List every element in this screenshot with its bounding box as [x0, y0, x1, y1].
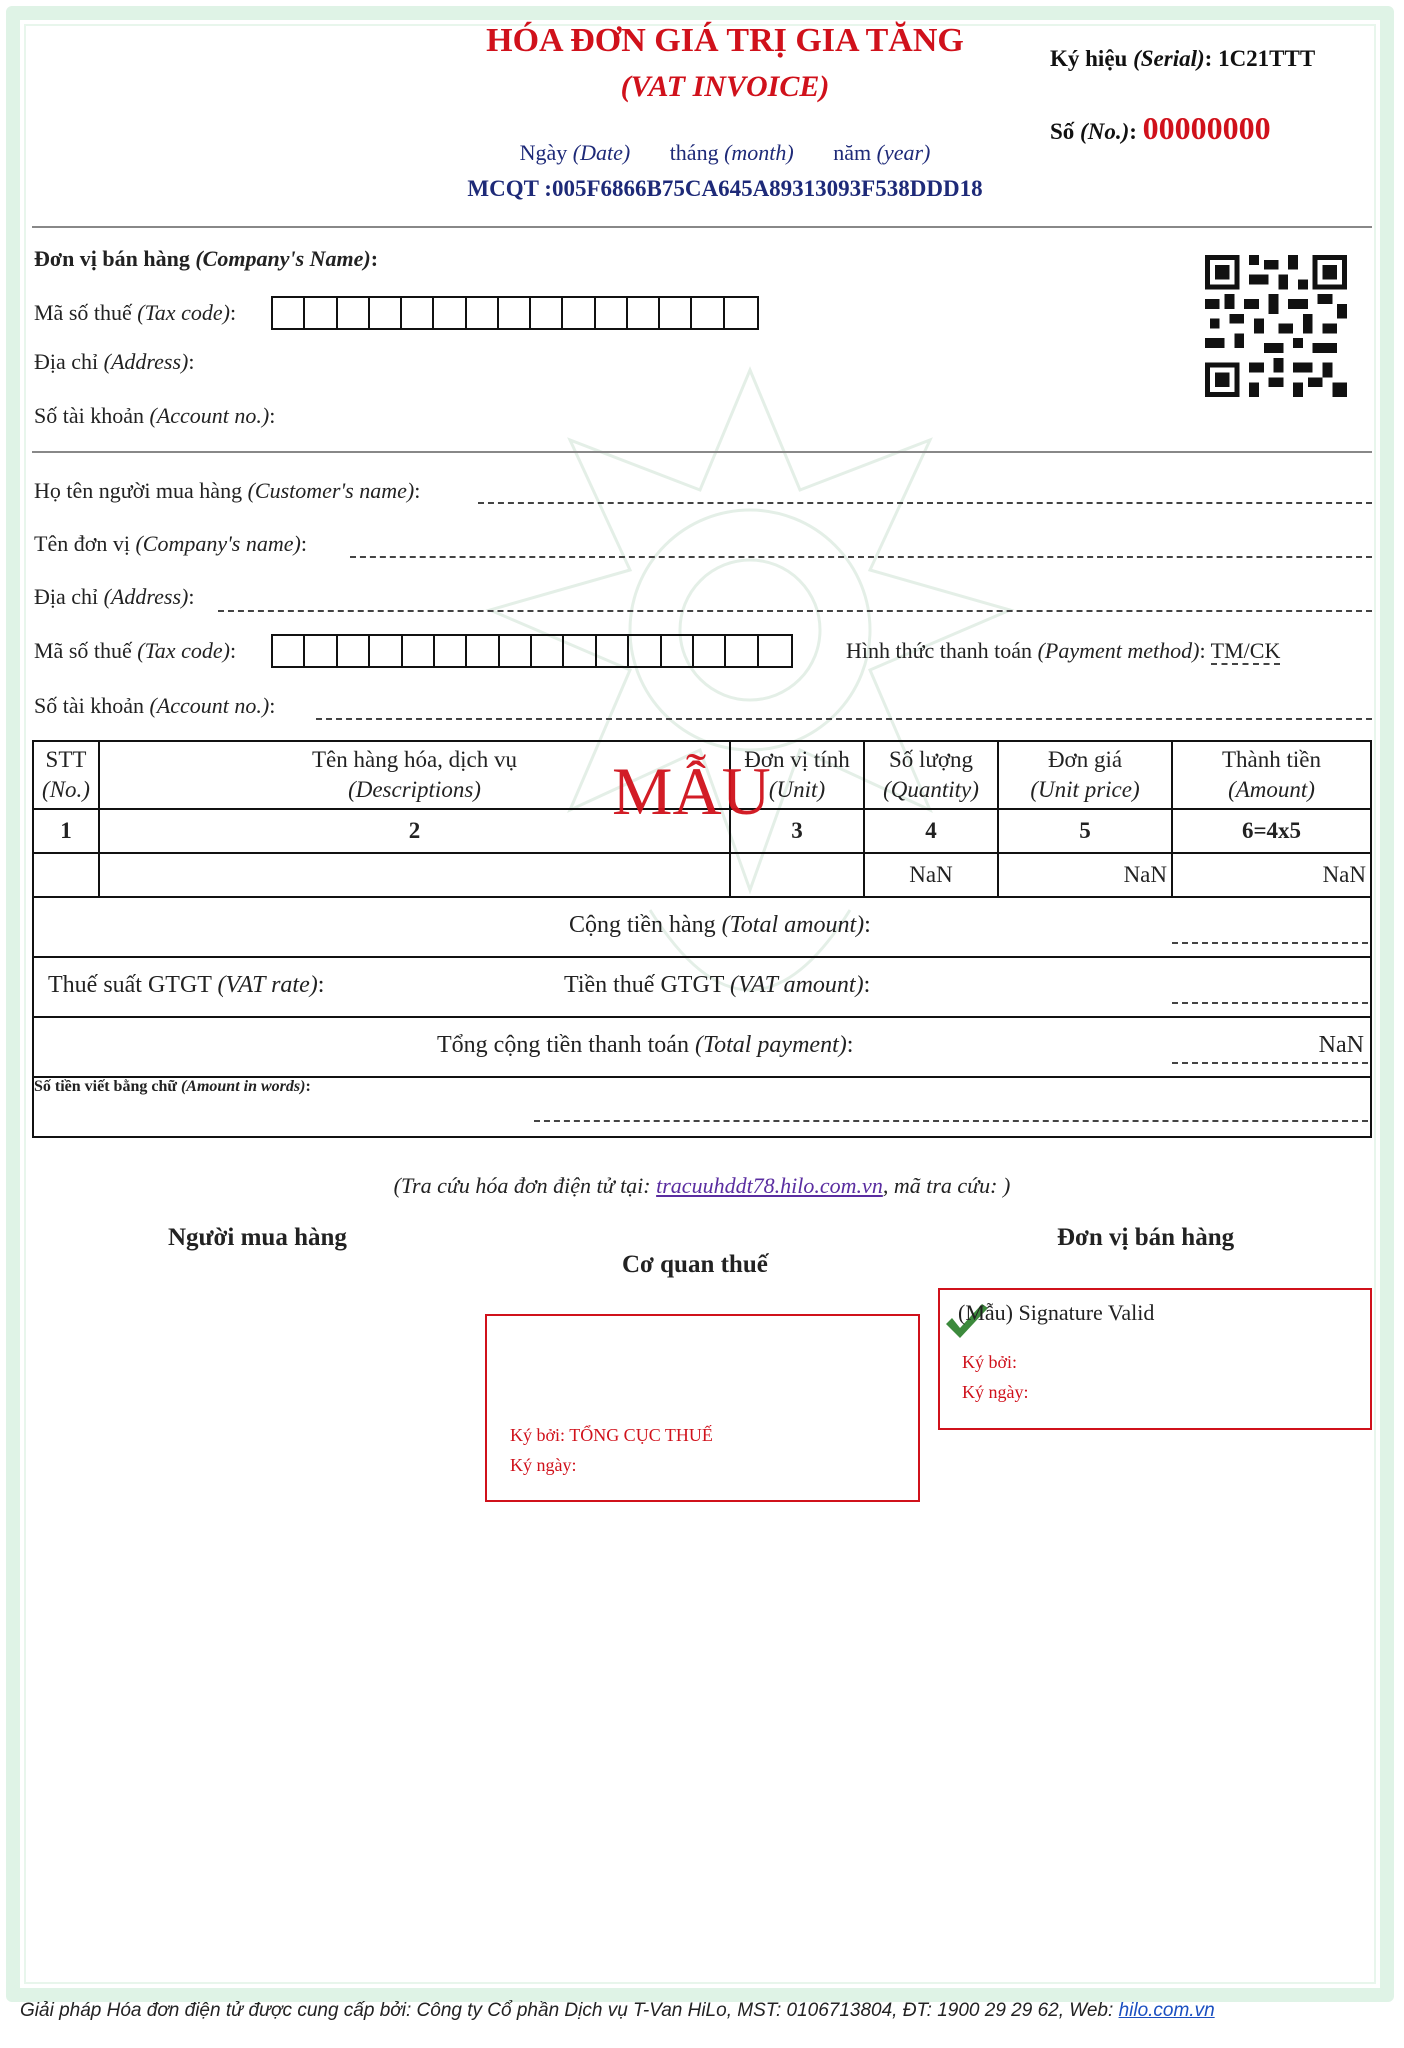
col-unit-header: Đơn vị tính (Unit): [731, 742, 865, 808]
col-amount-header: Thành tiền (Amount): [1222, 747, 1321, 802]
serial-label: Ký hiệu: [1050, 46, 1128, 71]
payment-method-label: Hình thức thanh toán (Payment method): TM/CK: [846, 638, 1281, 663]
amount-in-words-row: [34, 1078, 1370, 1136]
signature-valid-text: (Mẫu) Signature Valid: [958, 1300, 1155, 1325]
tax-signature-box: [485, 1314, 920, 1502]
vat-amount-field: [1172, 1002, 1368, 1004]
buyer-account-field[interactable]: [316, 718, 1372, 720]
date-year-label: năm: [833, 140, 872, 165]
invoice-subtitle: (VAT INVOICE): [620, 70, 830, 103]
buyer-company-field[interactable]: [350, 556, 1372, 558]
total-payment-value: NaN: [1318, 1032, 1364, 1058]
buyer-address-field[interactable]: [218, 610, 1372, 612]
date-month-label: tháng: [669, 140, 719, 165]
table-row: [34, 854, 1370, 898]
buyer-account-label: Số tài khoản (Account no.):: [34, 693, 276, 718]
amount-in-words-label: Số tiền viết bằng chữ (Amount in words):: [34, 1078, 311, 1095]
col-description-header: Tên hàng hóa, dịch vụ (Descriptions): [100, 742, 731, 808]
total-amount-row: [34, 898, 1370, 958]
lookup-note: (Tra cứu hóa đơn điện tử tại: tracuuhddt78.hilo.com.vn, mã tra cứu: ): [393, 1173, 1011, 1198]
serial-label-en: (Serial): [1133, 46, 1205, 71]
vat-amount-label: Tiền thuế GTGT (VAT amount):: [564, 972, 871, 998]
date-year-label-en: (year): [876, 140, 931, 165]
divider: [32, 451, 1372, 453]
seller-company-label: Đơn vị bán hàng (Company's Name):: [34, 246, 379, 271]
row-unit-price: NaN: [999, 854, 1173, 896]
total-payment-row: [34, 1018, 1370, 1078]
total-payment-label: Tổng cộng tiền thanh toán (Total payment):: [437, 1032, 854, 1058]
row-description: [100, 854, 731, 896]
seller-account-label: Số tài khoản (Account no.):: [34, 403, 276, 428]
row-quantity: NaN: [865, 854, 999, 896]
date-day-label: Ngày: [519, 140, 568, 165]
buyer-signature-title: Người mua hàng: [168, 1224, 347, 1251]
vat-rate-label: Thuế suất GTGT (VAT rate):: [48, 972, 325, 998]
seller-signed-date: Ký ngày:: [962, 1382, 1029, 1402]
seller-signature-title: Đơn vị bán hàng: [1057, 1224, 1235, 1251]
invoice-number-line: Số (No.): 00000000: [1050, 110, 1271, 146]
number-label: Số: [1050, 119, 1075, 144]
row-unit: [731, 854, 865, 896]
mcqt-code: MCQT :005F6866B75CA645A89313093F538DDD18: [467, 176, 983, 201]
buyer-company-label: Tên đơn vị (Company's name):: [34, 531, 307, 556]
buyer-customer-label: Họ tên người mua hàng (Customer's name):: [34, 478, 421, 503]
provider-footer: Giải pháp Hóa đơn điện tử được cung cấp bởi: Công ty Cổ phần Dịch vụ T-Van HiLo, MST: 0106713804, ĐT: 1900 29 29 62, Web: hilo.com.vn: [20, 2000, 1215, 2021]
total-amount-field: [1172, 942, 1368, 944]
serial-line: Ký hiệu (Serial): 1C21TTT: [1050, 46, 1316, 71]
col-index: 2: [100, 810, 731, 852]
seller-tax-label: Mã số thuế (Tax code):: [34, 300, 237, 325]
col-index: 3: [731, 810, 865, 852]
buyer-address-label: Địa chỉ (Address):: [34, 584, 195, 609]
buyer-tax-label: Mã số thuế (Tax code):: [34, 638, 237, 663]
number-label-en: (No.): [1080, 119, 1130, 144]
total-amount-label: Cộng tiền hàng (Total amount):: [569, 912, 871, 938]
lookup-link[interactable]: tracuuhddt78.hilo.com.vn: [656, 1173, 883, 1198]
date-line: [430, 140, 1020, 166]
vat-row: [34, 958, 1370, 1018]
col-index: 5: [999, 810, 1173, 852]
col-unit-price-header: Đơn giá (Unit price): [999, 742, 1173, 808]
invoice-title: HÓA ĐƠN GIÁ TRỊ GIA TĂNG: [486, 22, 964, 59]
col-no-header: STT (No.): [34, 742, 100, 808]
col-index: 4: [865, 810, 999, 852]
amount-in-words-field: [534, 1120, 1368, 1122]
payment-method-value: TM/CK: [1210, 638, 1281, 663]
buyer-customer-field[interactable]: [478, 502, 1372, 504]
buyer-tax-code-boxes[interactable]: [271, 634, 793, 668]
total-payment-field: [1172, 1062, 1368, 1064]
tax-signed-date: Ký ngày:: [510, 1455, 577, 1475]
divider: [32, 226, 1372, 228]
row-amount: NaN: [1322, 862, 1366, 887]
seller-signed-by: Ký bởi:: [962, 1352, 1018, 1372]
sample-stamp: MẪU: [612, 753, 771, 829]
invoice-number: 00000000: [1142, 110, 1271, 146]
col-quantity-header: Số lượng (Quantity): [865, 742, 999, 808]
date-month-label-en: (month): [724, 140, 794, 165]
tax-authority-signature-title: Cơ quan thuế: [622, 1251, 768, 1278]
tax-signed-by: Ký bởi: TỔNG CỤC THUẾ: [510, 1425, 713, 1445]
row-no: [34, 854, 100, 896]
qr-code: [1205, 255, 1347, 397]
provider-link[interactable]: hilo.com.vn: [1118, 2000, 1215, 2021]
seller-tax-code-boxes[interactable]: [271, 296, 759, 330]
seller-address-label: Địa chỉ (Address):: [34, 349, 195, 374]
seller-signature-box: [938, 1288, 1372, 1430]
serial-value: 1C21TTT: [1218, 46, 1316, 71]
date-day-label-en: (Date): [572, 140, 631, 165]
col-index: 1: [34, 810, 100, 852]
col-index: 6=4x5: [1241, 818, 1302, 843]
